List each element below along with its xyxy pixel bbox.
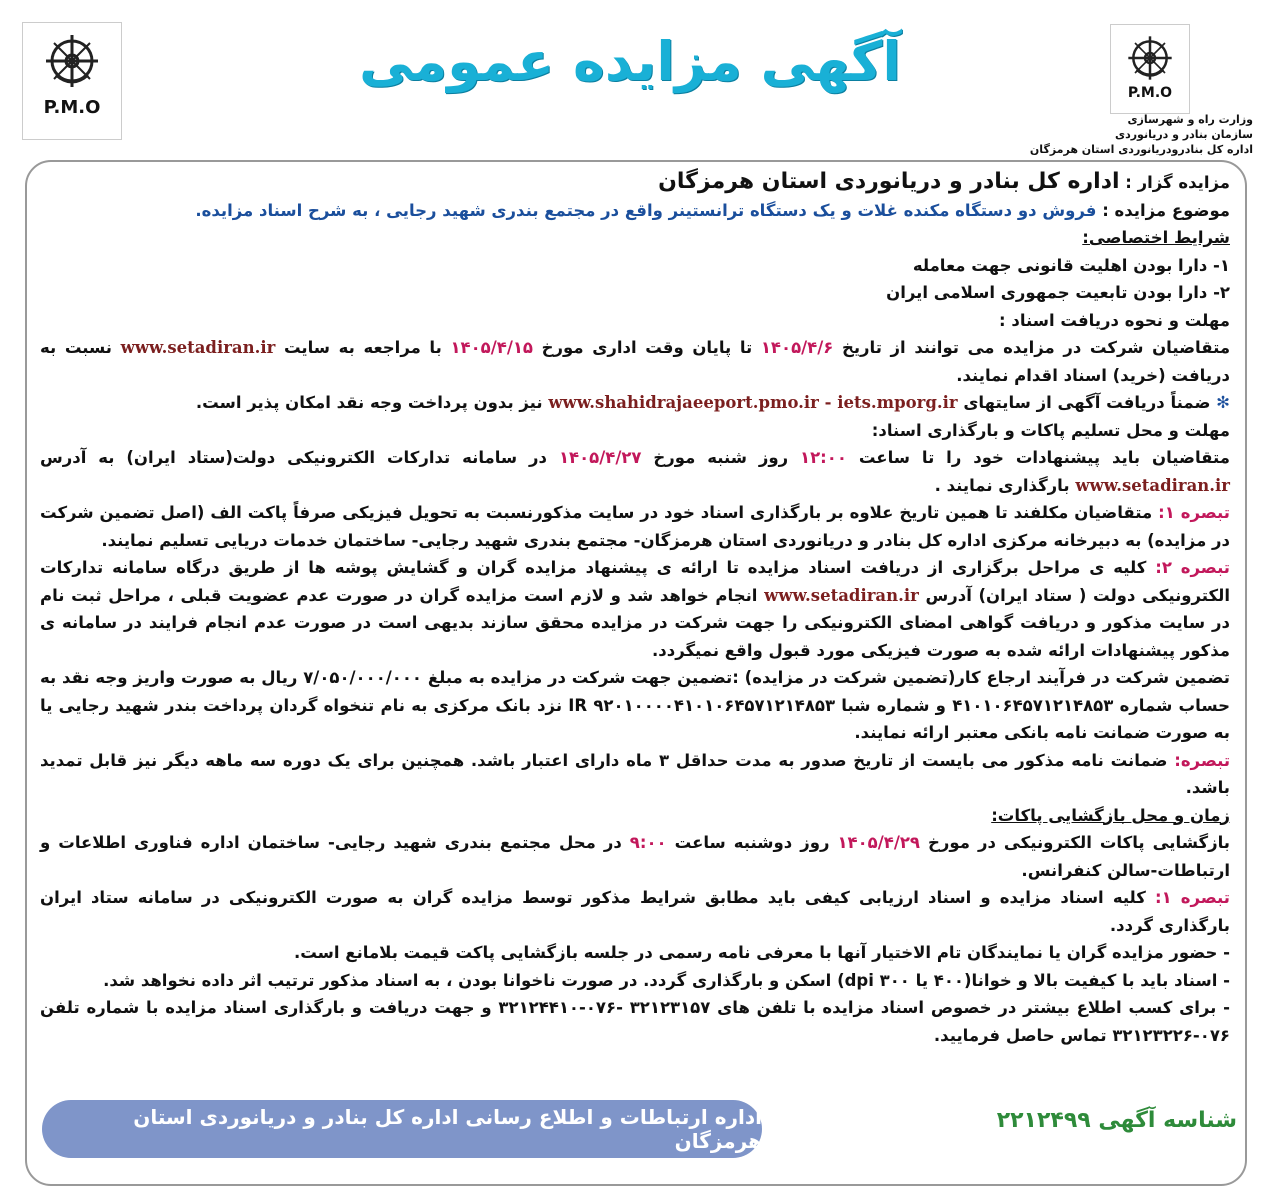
footer-banner: اداره ارتباطات و اطلاع رسانی اداره کل بنادر و دریانوردی استان هرمزگان [42,1100,762,1158]
bullet-1: - حضور مزایده گران یا نمایندگان تام الاختیار آنها با معرفی نامه رسمی در جلسه بازگشایی پاکت قیمت بلامانع است. [293,943,1230,962]
submit-paragraph [40,444,1230,499]
opening-text-b: روز دوشنبه ساعت [674,833,830,852]
auction-notice-body [40,168,1230,1049]
anchor-wheel-icon [1125,33,1175,83]
anchor-wheel-icon [42,31,102,91]
auctioneer-value: اداره کل بنادر و دریانوردی استان هرمزگان [658,169,1120,194]
note-4-text: کلیه اسناد مزایده و اسناد ارزیابی کیفی باید مطابق شرایط مذکور توسط مزایده گران به صورت الکترونیکی در سامانه ستاد ایران بارگذاری گردد. [40,888,1230,935]
opening-date: ۱۴۰۵/۴/۲۹ [837,833,921,852]
opening-paragraph [40,829,1230,884]
alt-sites-links[interactable]: www.shahidrajaeeport.pmo.ir - iets.mporg.ir [548,393,958,412]
auctioneer-label: مزایده گزار : [1125,173,1230,192]
setadiran-link[interactable]: www.setadiran.ir [120,338,276,357]
submit-heading: مهلت و محل تسلیم پاکات و بارگذاری اسناد: [871,420,1230,440]
subject-line [40,197,1230,225]
note-2-site-link[interactable]: www.setadiran.ir [764,585,919,605]
opening-heading: زمان و محل بازگشایی پاکات: [991,805,1230,825]
submit-text-a: متقاضیان باید پیشنهادات خود را تا ساعت [858,448,1230,467]
submit-text-d: بارگذاری نمایند . [934,475,1070,495]
ad-identifier [997,1108,1237,1133]
note-1-text: متقاضیان مکلفند تا همین تاریخ علاوه بر بارگذاری اسناد خود در سایت مذکورنسبت به تحویل فیزیکی صرفاً پاکت الف (اصل تضمین شرکت در مزایده) به دبیرخانه مرکزی اداره کل بنادر و دریانوردی استان هرمزگان- مجتمع بندری شهید رجایی- ساختمان خدمات دریایی تسلیم نمایند. [40,503,1230,550]
opening-time: ۹:۰۰ [629,833,667,852]
docs-text-a: متقاضیان شرکت در مزایده می توانند از تاریخ [841,338,1231,357]
org-line-organization: سازمان بنادر و دریانوردی [1115,128,1253,141]
docs-end-date: ۱۴۰۵/۴/۱۵ [450,338,534,357]
opening-text-c: در محل مجتمع بندری شهید رجایی- ساختمان اداره فناوری اطلاعات و ارتباطات-سالن کنفرانس. [40,833,1230,880]
note-4-label: تبصره ۱: [1155,888,1230,907]
condition-2: ۲- دارا بودن تابعیت جمهوری اسلامی ایران [886,283,1230,302]
bullet-3: - برای کسب اطلاع بیشتر در خصوص اسناد مزایده با تلفن های ۳۲۱۲۳۱۵۷ -۰۷۶-۳۲۱۲۴۴۱۰ و جهت دریافت و بارگذاری اسناد مزایده با شماره تلفن ۰۷۶-۳۲۱۲۳۲۲۶ تماس حاصل فرمایید. [40,998,1231,1045]
docs-alt-text-b: نیز بدون پرداخت وجه نقد امکان پذیر است. [195,393,543,412]
submit-time: ۱۲:۰۰ [800,448,847,467]
note-4 [40,884,1230,939]
guarantee-paragraph: تضمین شرکت در فرآیند ارجاع کار(تضمین شرکت در مزایده) :تضمین جهت شرکت در مزایده به مبلغ ۷/۰۵۰/۰۰۰/۰۰۰ ریال به صورت واریز وجه نقد به حساب شماره ۴۱۰۱۰۶۴۵۷۱۲۱۴۸۵۳ و شماره شبا IR ۹۲۰۱۰۰۰۰۴۱۰۱۰۶۴۵۷۱۲۱۴۸۵۳ نزد بانک مرکزی به نام تنخواه گردان پرداخت بندر شهید رجایی یا به صورت ضمانت نامه بانکی معتبر ارائه نمایند. [40,668,1230,742]
docs-text-c: با مراجعه به سایت [283,338,442,357]
note-2-text-b: انجام خواهد شد و لازم است مزایده گران در صورت عدم عضویت قبلی ، مراحل ثبت نام در سایت مذکور و دریافت گواهی امضای الکترونیکی را جهت شرکت در مزایده محقق سازند بدیهی است در صورت عدم انجام فرایند در سامانه ی مذکور پیشنهادات ارائه شده به صورت فیزیکی مورد قبول واقع نمیگردد. [40,585,1230,660]
star-icon: ✻ [1216,393,1230,412]
submit-date: ۱۴۰۵/۴/۲۷ [558,448,642,467]
note-1-label: تبصره ۱: [1158,503,1230,522]
docs-alt-sites [40,389,1230,417]
note-1 [40,499,1230,554]
auctioneer-line [40,168,1230,197]
note-3-label: تبصره: [1174,750,1231,770]
submit-text-b: روز شنبه مورخ [653,448,789,467]
docs-text-b: تا پایان وقت اداری مورخ [541,338,753,357]
org-line-ministry: وزارت راه و شهرسازی [1127,113,1253,126]
subject-label: موضوع مزایده : [1102,200,1230,220]
note-2-label: تبصره ۲: [1155,558,1230,577]
ad-id-label: شناسه آگهی [1098,1108,1237,1133]
note-3 [40,747,1230,802]
pmo-logo-right [1110,24,1190,114]
special-conditions-heading: شرایط اختصاصی: [1082,228,1230,247]
docs-text-d: نسبت به دریافت (خرید) اسناد اقدام نمایند. [40,338,1230,385]
org-line-directorate: اداره کل بنادرودریانوردی استان هرمزگان [1029,143,1253,156]
org-hierarchy [1030,112,1253,157]
ad-id-value: ۲۲۱۲۴۹۹ [996,1108,1091,1133]
opening-text-a: بازگشایی پاکات الکترونیکی در مورخ [928,833,1230,852]
condition-1: ۱- دارا بودن اهلیت قانونی جهت معامله [912,255,1230,275]
note-2 [40,554,1230,664]
docs-start-date: ۱۴۰۵/۴/۶ [760,338,834,357]
docs-paragraph [40,334,1230,389]
logo-right-text: P.M.O [1127,85,1173,101]
submit-site-link[interactable]: www.setadiran.ir [1075,475,1230,495]
page-title: آگهی مزایده عمومی [359,30,901,93]
docs-heading: مهلت و نحوه دریافت اسناد : [999,310,1230,330]
note-3-text: ضمانت نامه مذکور می بایست از تاریخ صدور به مدت حداقل ۳ ماه دارای اعتبار باشد. همچنین برای یک دوره سه ماهه دیگر نیز قابل تمدید باشد. [40,750,1230,797]
pmo-logo-left [22,22,122,140]
subject-value: فروش دو دستگاه مکنده غلات و یک دستگاه ترانستینر واقع در مجتمع بندری شهید رجایی ، به شرح اسناد مزایده. [195,200,1097,220]
logo-left-text: P.M.O [43,97,101,118]
submit-text-c: در سامانه تدارکات الکترونیکی دولت(ستاد ایران) به آدرس [40,448,548,467]
bullet-2: - اسناد باید با کیفیت بالا و خوانا(۴۰۰ یا ۳۰۰ dpi) اسکن و بارگذاری گردد. در صورت ناخوانا بودن ، به اسناد مذکور ترتیب اثر داده نخواهد شد. [103,970,1230,990]
docs-alt-text-a: ضمناً دریافت آگهی از سایتهای [963,393,1211,412]
note-2-text-a: کلیه ی مراحل برگزاری از دریافت اسناد مزایده تا ارائه ی پیشنهاد مزایده گران و گشایش پوشه ها از طریق درگاه سامانه تدارکات الکترونیکی دولت ( ستاد ایران) آدرس [40,558,1230,605]
